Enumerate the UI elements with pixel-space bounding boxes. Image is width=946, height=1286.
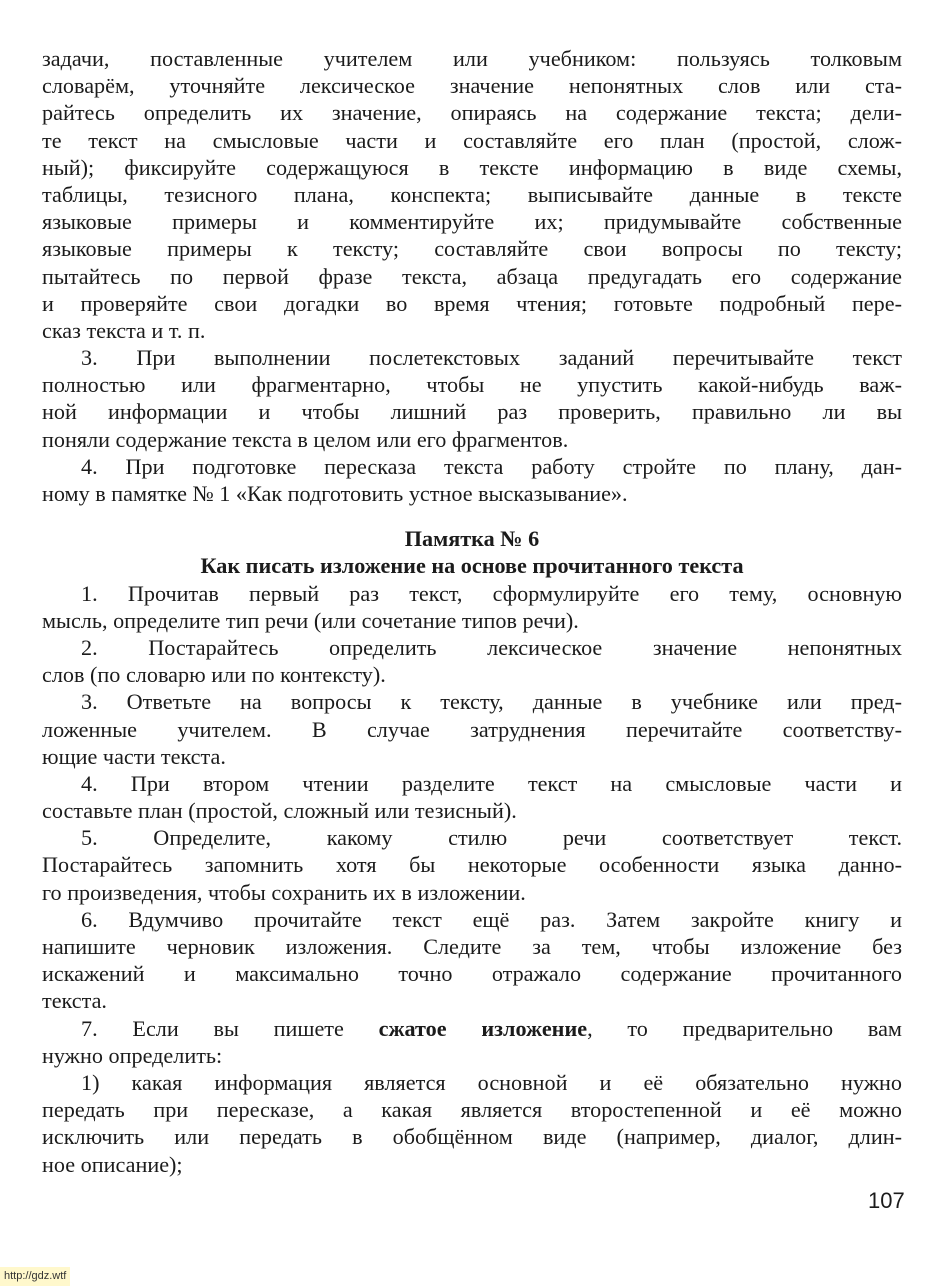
text-line: 1) какая информация является основной и её обязательно нужно bbox=[81, 1069, 902, 1095]
text-line: полностью или фрагментарно, чтобы не упустить какой-нибудь важ- bbox=[42, 372, 902, 398]
memo-item-2 bbox=[42, 634, 902, 688]
text-line: 3. Ответьте на вопросы к тексту, данные в учебнике или пред- bbox=[81, 689, 902, 715]
memo-subtitle: Как писать изложение на основе прочитанного текста bbox=[200, 553, 744, 579]
text-line bbox=[42, 1015, 902, 1042]
text-line: языковые примеры к тексту; составляйте свои вопросы по тексту; bbox=[42, 236, 902, 262]
watermark-link[interactable]: http://gdz.wtf bbox=[0, 1267, 70, 1286]
text-line: мысль, определите тип речи (или сочетание типов речи). bbox=[42, 607, 579, 633]
text-line: ное описание); bbox=[42, 1151, 183, 1177]
text-line: задачи, поставленные учителем или учебником: пользуясь толковым bbox=[42, 46, 902, 71]
item7-suffix: , то предварительно вам bbox=[587, 1015, 902, 1041]
text-line: 6. Вдумчиво прочитайте текст ещё раз. Затем закройте книгу и bbox=[81, 906, 902, 932]
paragraph-3 bbox=[42, 344, 902, 453]
text-line: сказ текста и т. п. bbox=[42, 317, 206, 343]
page-number: 107 bbox=[868, 1188, 905, 1213]
text-line: 4. При втором чтении разделите текст на смысловые части и bbox=[81, 770, 902, 796]
text-line: искажений и максимально точно отражало содержание прочитанного bbox=[42, 961, 902, 987]
page-body bbox=[42, 45, 902, 1178]
text-line: 1. Прочитав первый раз текст, сформулируйте его тему, основную bbox=[81, 580, 902, 606]
memo-subitem-1 bbox=[42, 1069, 902, 1178]
text-line: Постарайтесь запомнить хотя бы некоторые особенности языка данно- bbox=[42, 852, 902, 878]
memo-item-1 bbox=[42, 580, 902, 634]
text-line: поняли содержание текста в целом или его фрагментов. bbox=[42, 426, 569, 452]
memo-item-6 bbox=[42, 906, 902, 1015]
text-line: ному в памятке № 1 «Как подготовить устное высказывание». bbox=[42, 481, 628, 506]
text-line: 3. При выполнении послетекстовых заданий перечитывайте текст bbox=[81, 345, 902, 371]
text-line: 5. Определите, какому стилю речи соответствует текст. bbox=[81, 825, 902, 851]
text-line: 4. При подготовке пересказа текста работу стройте по плану, дан- bbox=[81, 453, 902, 479]
text-line: го произведения, чтобы сохранить их в изложении. bbox=[42, 879, 526, 905]
text-line: напишите черновик изложения. Следите за тем, чтобы изложение без bbox=[42, 934, 902, 959]
text-line: словарём, уточняйте лексическое значение непонятных слов или ста- bbox=[42, 73, 902, 99]
text-line: пытайтесь по первой фразе текста, абзаца предугадать его содержание bbox=[42, 263, 902, 289]
text-line: те текст на смысловые части и составляйте его план (простой, слож- bbox=[42, 127, 902, 153]
paragraph-4 bbox=[42, 453, 902, 507]
intro-paragraph bbox=[42, 45, 902, 344]
text-line: ющие части текста. bbox=[42, 743, 226, 769]
text-line: передать при пересказе, а какая является второстепенной и её можно bbox=[42, 1097, 902, 1123]
text-line: исключить или передать в обобщённом виде (например, диалог, длин- bbox=[42, 1124, 902, 1150]
memo-item-7 bbox=[42, 1015, 902, 1069]
text-line: ной информации и чтобы лишний раз проверить, правильно ли вы bbox=[42, 399, 902, 425]
memo-item-4 bbox=[42, 770, 902, 824]
text-line: слов (по словарю или по контексту). bbox=[42, 662, 386, 688]
text-line: 2. Постарайтесь определить лексическое значение непонятных bbox=[81, 634, 902, 660]
text-line: ложенные учителем. В случае затруднения перечитайте соответству- bbox=[42, 716, 902, 742]
text-line: таблицы, тезисного плана, конспекта; выписывайте данные в тексте bbox=[42, 181, 902, 207]
text-line: языковые примеры и комментируйте их; придумывайте собственные bbox=[42, 209, 902, 235]
text-line: и проверяйте свои догадки во время чтения; готовьте подробный пере- bbox=[42, 290, 902, 316]
text-line: ный); фиксируйте содержащуюся в тексте информацию в виде схемы, bbox=[42, 154, 902, 180]
text-line: райтесь определить их значение, опираясь на содержание текста; дели- bbox=[42, 100, 902, 126]
text-line: нужно определить: bbox=[42, 1042, 223, 1068]
item7-prefix: 7. Если вы пишете bbox=[81, 1015, 379, 1041]
text-line: текста. bbox=[42, 988, 107, 1014]
memo-item-5 bbox=[42, 824, 902, 906]
text-line: составьте план (простой, сложный или тезисный). bbox=[42, 798, 517, 824]
item7-bold-term: сжатое изложение bbox=[378, 1015, 588, 1041]
memo-title: Памятка № 6 bbox=[404, 526, 540, 552]
memo-item-3 bbox=[42, 688, 902, 770]
